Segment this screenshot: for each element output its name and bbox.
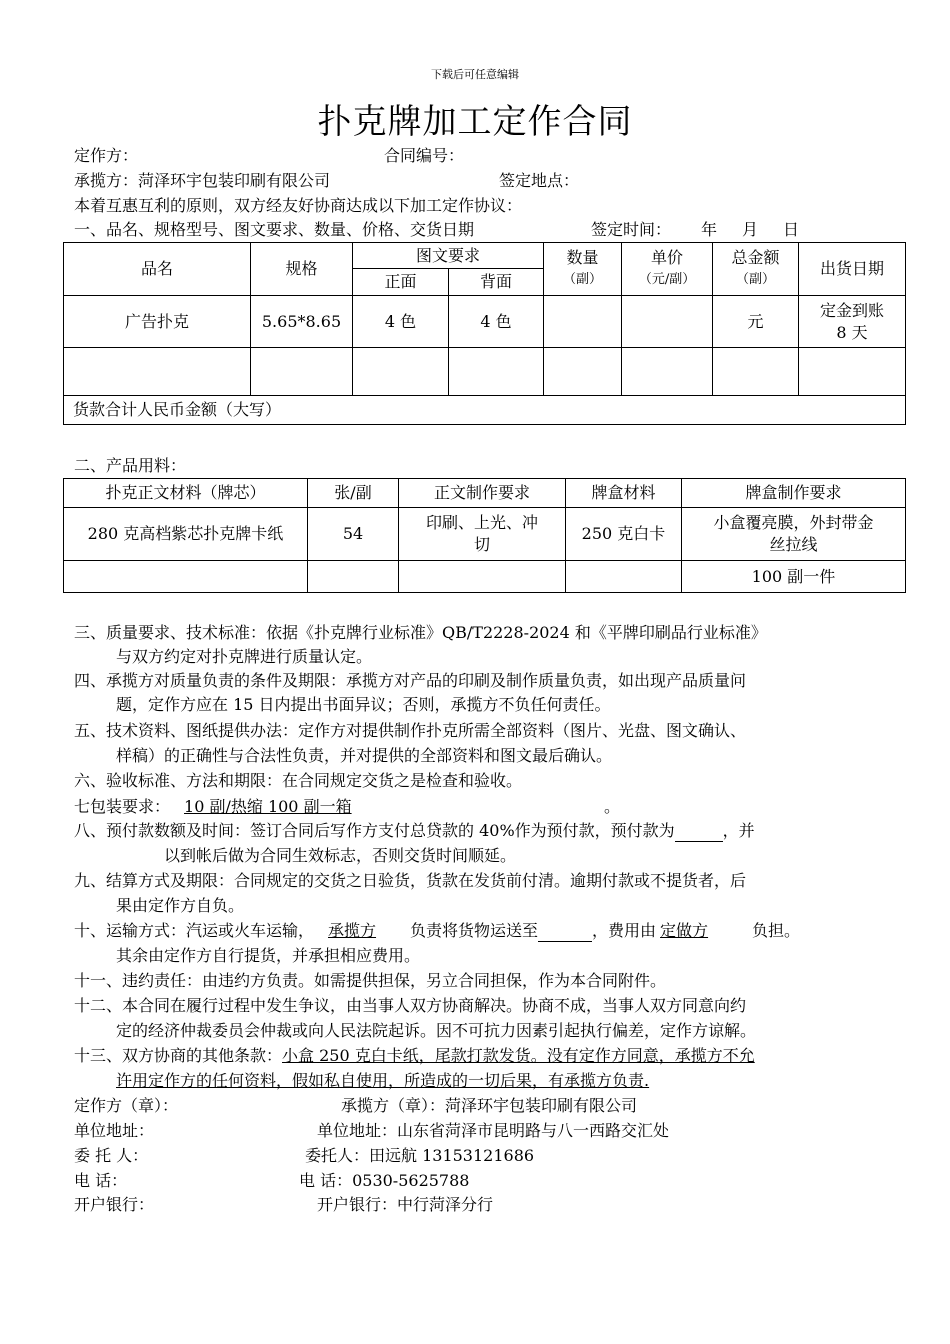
clause-11: 十一、违约责任：由违约方负责。如需提供担保，另立合同担保，作为本合同附件。 xyxy=(74,971,667,990)
total-amount-words: 货款合计人民币金额（大写） xyxy=(64,396,906,425)
contractor-seal: 承揽方（章）：菏泽环宇包装印刷有限公司 xyxy=(341,1096,638,1115)
ship-date-line1: 定金到账 xyxy=(820,300,885,320)
header-spec: 规格 xyxy=(251,243,353,296)
header-ship-date: 出货日期 xyxy=(799,243,906,296)
other-terms-text1: 小盒 250 克白卡纸，尾款打款发货。没有定作方同意，承揽方不允 xyxy=(282,1046,755,1065)
clause-13-line2: 许用定作方的任何资料，假如私自使用，所造成的一切后果，有承揽方负责. xyxy=(116,1071,650,1090)
clause-6: 六、验收标准、方法和期限：在合同规定交货之是检查和验收。 xyxy=(74,771,523,790)
box-req-line2: 丝拉线 xyxy=(769,535,818,554)
transport-text1: 十、运输方式：汽运或火车运输， xyxy=(74,921,315,940)
header-front: 正面 xyxy=(353,269,449,296)
clause-12-line2: 定的经济仲裁委员会仲裁或向人民法院起诉。因不可抗力因素引起执行偏差，定作方谅解。 xyxy=(116,1021,757,1040)
ship-date-line2: 8 天 xyxy=(836,322,868,342)
header-price-label: 单价 xyxy=(651,248,684,267)
empty-cell xyxy=(622,348,713,396)
clause-10-line2: 其余由定作方自行提货，并承担相应费用。 xyxy=(116,946,421,965)
cell-sheets: 54 xyxy=(308,508,399,561)
product-table xyxy=(63,242,906,425)
contractor-phone: 电 话：0530-5625788 xyxy=(299,1171,470,1190)
contractor-address: 单位地址：山东省菏泽市昆明路与八一西路交汇处 xyxy=(317,1121,670,1140)
clause-10-line1 xyxy=(74,920,800,942)
header-production-req: 正文制作要求 xyxy=(399,479,566,508)
contract-number-label: 合同编号： xyxy=(384,146,465,165)
packing-end: 。 xyxy=(604,797,621,816)
empty-cell xyxy=(713,348,799,396)
ordering-phone-label: 电 话： xyxy=(74,1171,128,1190)
cell-packing: 100 副一件 xyxy=(682,561,906,593)
prepay-text-end: ，并 xyxy=(722,821,755,840)
production-req-line2: 切 xyxy=(473,535,490,554)
transport-text2: 负责将货物运送至 xyxy=(410,921,539,940)
empty-cell xyxy=(251,348,353,396)
packing-label: 七包装要求： xyxy=(74,797,171,816)
header-product-name: 品名 xyxy=(64,243,251,296)
clause-13-line1 xyxy=(74,1045,755,1067)
header-total-amount xyxy=(713,243,799,296)
empty-cell xyxy=(353,348,449,396)
page-title: 扑克牌加工定作合同 xyxy=(317,102,633,142)
day-label: 日 xyxy=(783,220,800,239)
ordering-agent-label: 委 托 人： xyxy=(74,1146,149,1165)
clause-9-line1: 九、结算方式及期限：合同规定的交货之日验货，货款在发货前付清。逾期付款或不提货者，后 xyxy=(74,871,747,890)
cell-spec: 5.65*8.65 xyxy=(251,296,353,348)
contractor-line: 承揽方：菏泽环宇包装印刷有限公司 xyxy=(74,171,331,190)
header-quantity xyxy=(544,243,622,296)
header-unit-price xyxy=(622,243,713,296)
year-label: 年 xyxy=(701,220,718,239)
header-sheets: 张/副 xyxy=(308,479,399,508)
transport-text4: 负担。 xyxy=(752,921,801,940)
clause-4-line2: 题，定作方应在 15 日内提出书面异议；否则，承揽方不负任何责任。 xyxy=(116,695,611,714)
header-graphic-requirement: 图文要求 xyxy=(353,243,544,269)
cell-back: 4 色 xyxy=(449,296,544,348)
clause-5-line1: 五、技术资料、图纸提供办法：定作方对提供制作扑克所需全部资料（图片、光盘、图文确认、 xyxy=(74,721,747,740)
other-terms-label: 十三、双方协商的其他条款： xyxy=(74,1046,283,1065)
clause-7 xyxy=(74,796,620,818)
cell-total-amount: 元 xyxy=(713,296,799,348)
clause-5-line2: 样稿）的正确性与合法性负责，并对提供的全部资料和图文最后确认。 xyxy=(116,746,613,765)
clause-3-line2: 与双方约定对扑克牌进行质量认定。 xyxy=(116,647,373,666)
empty-cell xyxy=(308,561,399,593)
clause-4-line1: 四、承揽方对质量负责的条件及期限：承揽方对产品的印刷及制作质量负责，如出现产品质量问 xyxy=(74,671,747,690)
header-material: 扑克正文材料（牌芯） xyxy=(64,479,308,508)
header-box-req: 牌盒制作要求 xyxy=(682,479,906,508)
header-back: 背面 xyxy=(449,269,544,296)
prepay-text: 八、预付款数额及时间：签订合同后写作方支付总贷款的 40%作为预付款，预付款为 xyxy=(74,821,675,840)
intro-line: 本着互惠互利的原则，双方经友好协商达成以下加工定作协议： xyxy=(74,196,523,215)
clause-8-line2: 以到帐后做为合同生效标志，否则交货时间顺延。 xyxy=(164,846,517,865)
header-price-unit: （元/副） xyxy=(638,272,696,287)
ordering-party-label: 定作方： xyxy=(74,146,139,165)
empty-cell xyxy=(799,348,906,396)
transport-responsible: 承揽方 xyxy=(328,921,377,940)
month-label: 月 xyxy=(742,220,759,239)
header-total-label: 总金额 xyxy=(731,248,780,267)
header-quantity-label: 数量 xyxy=(566,248,599,267)
cell-box-req xyxy=(682,508,906,561)
contractor-bank: 开户银行：中行菏泽分行 xyxy=(317,1195,494,1214)
clause-12-line1: 十二、本合同在履行过程中发生争议，由当事人双方协商解决。协商不成，当事人双方同意向约 xyxy=(74,996,747,1015)
prepay-amount-blank xyxy=(675,823,723,842)
production-req-line1: 印刷、上光、冲 xyxy=(425,513,538,532)
cell-box-material: 250 克白卡 xyxy=(566,508,682,561)
header-quantity-unit: （副） xyxy=(563,272,603,287)
cell-unit-price xyxy=(622,296,713,348)
packing-value: 10 副/热缩 100 副一箱 xyxy=(184,797,352,816)
empty-cell xyxy=(399,561,566,593)
ordering-bank-label: 开户银行： xyxy=(74,1195,155,1214)
materials-table xyxy=(63,478,906,593)
cell-front: 4 色 xyxy=(353,296,449,348)
destination-blank xyxy=(538,923,592,942)
empty-cell xyxy=(64,561,308,593)
section2-heading: 二、产品用料： xyxy=(74,456,187,475)
sign-time-label: 签定时间： xyxy=(591,220,672,239)
empty-cell xyxy=(449,348,544,396)
ordering-seal-label: 定作方（章）： xyxy=(74,1096,179,1115)
sign-place-label: 签定地点： xyxy=(499,171,580,190)
empty-cell xyxy=(64,348,251,396)
header-note: 下载后可任意编辑 xyxy=(431,68,519,81)
transport-text3: ，费用由 xyxy=(592,921,657,940)
cost-bearer: 定做方 xyxy=(660,921,709,940)
box-req-line1: 小盒覆亮膜，外封带金 xyxy=(713,513,874,532)
cell-product-name: 广告扑克 xyxy=(64,296,251,348)
clause-3-line1: 三、质量要求、技术标准：依据《扑克牌行业标准》QB/T2228-2024 和《平牌印刷品行业标准》 xyxy=(74,623,767,642)
cell-material: 280 克高档紫芯扑克牌卡纸 xyxy=(64,508,308,561)
header-box-material: 牌盒材料 xyxy=(566,479,682,508)
header-total-unit: （副） xyxy=(736,272,776,287)
clause-8-line1 xyxy=(74,820,755,842)
cell-ship-date xyxy=(799,296,906,348)
cell-production-req xyxy=(399,508,566,561)
section1-heading: 一、品名、规格型号、图文要求、数量、价格、交货日期 xyxy=(74,220,475,239)
contractor-agent: 委托人：田远航 13153121686 xyxy=(305,1146,535,1165)
clause-9-line2: 果由定作方自负。 xyxy=(116,896,245,915)
empty-cell xyxy=(544,348,622,396)
cell-quantity xyxy=(544,296,622,348)
empty-cell xyxy=(566,561,682,593)
ordering-address-label: 单位地址： xyxy=(74,1121,155,1140)
